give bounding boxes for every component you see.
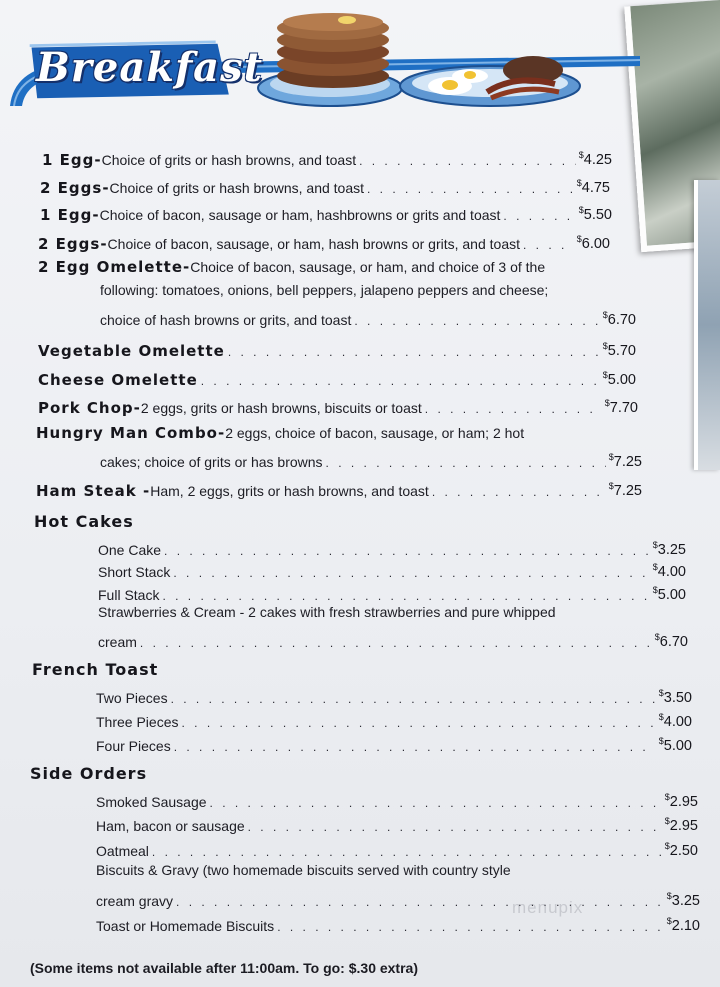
item-price: $4.75 — [576, 178, 610, 196]
leader-dots — [152, 844, 662, 860]
item-desc-line: Strawberries & Cream - 2 cakes with fresh strawberries and pure whipped — [98, 604, 556, 620]
menu-item: 2 Eggs - Choice of bacon, sausage, or ham, hash browns or grits, and toast . . . $6.00 — [38, 230, 610, 253]
menu-item — [96, 912, 700, 935]
item-price: $2.10 — [666, 916, 700, 934]
menu-item-price-row — [98, 628, 688, 651]
item-price: $5.70 — [602, 341, 636, 359]
item-price: $2.95 — [664, 816, 698, 834]
menu-item: Pork Chop - 2 eggs, grits or hash browns, biscuits or toast . . . $7.70 — [38, 394, 638, 417]
item-desc: Choice of grits or hash browns, and toast — [109, 180, 365, 196]
leader-dots — [367, 181, 574, 197]
item-desc: Choice of bacon, sausage or ham, hashbrowns or grits and toast — [99, 207, 501, 223]
menu-item-price-row — [100, 448, 642, 471]
section-french-toast: French Toast — [32, 660, 159, 679]
item-price: $5.00 — [652, 585, 686, 603]
item-price: $4.25 — [578, 150, 612, 168]
item-name: Two Pieces — [96, 690, 168, 706]
menu-item — [98, 536, 686, 559]
leader-dots — [228, 344, 600, 360]
item-price: $7.25 — [608, 481, 642, 499]
item-name: 2 Egg Omelette — [38, 258, 183, 276]
leader-dots — [174, 739, 656, 755]
menu-item: 1 Egg - Choice of grits or hash browns, and toast . . . $4.25 — [42, 146, 612, 169]
leader-dots — [173, 565, 649, 581]
item-name: One Cake — [98, 542, 162, 558]
item-price: $3.25 — [652, 540, 686, 558]
item-name: Cheese Omelette — [38, 371, 198, 389]
item-price: $6.70 — [654, 632, 688, 650]
menu-item: 2 Eggs - Choice of grits or hash browns, and toast . . . $4.75 — [40, 174, 610, 197]
leader-dots — [326, 455, 606, 471]
item-price: $2.95 — [664, 792, 698, 810]
menu-item — [38, 337, 636, 360]
menu-item-combo: Hungry Man Combo-2 eggs, choice of bacon, sausage, or ham; 2 hot — [36, 424, 525, 442]
leader-dots — [210, 795, 662, 811]
watermark: menupix — [512, 898, 584, 917]
menu-item: 1 Egg - Choice of bacon, sausage or ham, hashbrowns or grits and toast . . . $5.50 — [40, 201, 612, 224]
leader-dots — [354, 313, 599, 329]
item-name: 2 Eggs — [38, 235, 101, 253]
item-price: $5.50 — [578, 205, 612, 223]
leader-dots — [277, 919, 664, 935]
item-name: Three Pieces — [96, 714, 179, 730]
leader-dots — [425, 401, 602, 417]
item-name: Pork Chop — [38, 399, 134, 417]
leader-dots — [359, 153, 576, 169]
menu-item — [98, 558, 686, 581]
section-hot-cakes: Hot Cakes — [34, 512, 134, 531]
item-price: $6.00 — [576, 234, 610, 252]
menu-item-price-row — [100, 306, 636, 329]
item-name: Vegetable Omelette — [38, 342, 225, 360]
item-price: $5.00 — [658, 736, 692, 754]
item-price: $5.00 — [602, 370, 636, 388]
leader-dots — [171, 691, 656, 707]
menu-item — [96, 812, 698, 835]
item-name: Smoked Sausage — [96, 794, 207, 810]
leader-dots — [176, 894, 664, 910]
item-name: 2 Eggs — [40, 179, 103, 197]
item-desc: choice of hash browns or grits, and toast — [100, 312, 352, 328]
item-price: $4.00 — [658, 712, 692, 730]
leader-dots — [140, 635, 652, 651]
menu-item — [96, 788, 698, 811]
menu-item — [98, 581, 686, 604]
item-price: $3.50 — [658, 688, 692, 706]
item-name: Full Stack — [98, 587, 160, 603]
leader-dots — [523, 237, 574, 253]
leader-dots — [201, 373, 600, 389]
leader-dots — [503, 208, 575, 224]
leader-dots — [162, 588, 649, 604]
pancake-plate-illustration — [255, 4, 585, 114]
item-desc: cakes; choice of grits or has browns — [100, 454, 323, 470]
menu-item — [38, 366, 636, 389]
item-price: $7.70 — [604, 398, 638, 416]
item-name: Short Stack — [98, 564, 171, 580]
item-desc: Choice of bacon, sausage, or ham, and choice of 3 of the — [190, 259, 546, 275]
menu-item-price-row — [96, 887, 700, 910]
item-name: 1 Egg — [42, 151, 95, 169]
item-name: cream — [98, 634, 137, 650]
item-name: Ham, bacon or sausage — [96, 818, 245, 834]
item-price: $4.00 — [652, 562, 686, 580]
item-name: Four Pieces — [96, 738, 171, 754]
menu-item-omelette: 2 Egg Omelette-Choice of bacon, sausage, or ham, and choice of 3 of the — [38, 258, 546, 276]
menu-item — [96, 837, 698, 860]
menu-item — [96, 684, 692, 707]
item-price: $3.25 — [666, 891, 700, 909]
item-name: 1 Egg — [40, 206, 93, 224]
side-photo — [694, 180, 720, 470]
item-name: Hungry Man Combo — [36, 424, 218, 442]
item-desc: 2 eggs, grits or hash browns, biscuits or toast — [140, 400, 422, 416]
menu-item: Ham Steak - Ham, 2 eggs, grits or hash browns, and toast . . . $7.25 — [36, 477, 642, 500]
section-side-orders: Side Orders — [30, 764, 148, 783]
leader-dots — [181, 715, 655, 731]
item-desc-line: following: tomatoes, onions, bell peppers, jalapeno peppers and cheese; — [100, 282, 549, 298]
item-desc: Choice of grits or hash browns, and toast — [101, 152, 357, 168]
item-desc: Choice of bacon, sausage, or ham, hash browns or grits, and toast — [107, 236, 520, 252]
item-desc: 2 eggs, choice of bacon, sausage, or ham; 2 hot — [225, 425, 525, 441]
leader-dots — [432, 484, 606, 500]
leader-dots — [248, 819, 662, 835]
page-title: Breakfast — [36, 44, 264, 91]
leader-dots — [164, 543, 650, 559]
item-price: $7.25 — [608, 452, 642, 470]
footer-note: (Some items not available after 11:00am. To go: $.30 extra) — [30, 960, 418, 976]
item-name: Oatmeal — [96, 843, 149, 859]
menu-item — [96, 732, 692, 755]
item-name: cream gravy — [96, 893, 174, 909]
item-name: Ham Steak — [36, 482, 137, 500]
item-price: $2.50 — [664, 841, 698, 859]
item-desc: Ham, 2 eggs, grits or hash browns, and toast — [150, 483, 429, 499]
item-price: $6.70 — [602, 310, 636, 328]
item-name: Toast or Homemade Biscuits — [96, 918, 275, 934]
menu-item — [96, 708, 692, 731]
item-desc-line: Biscuits & Gravy (two homemade biscuits served with country style — [96, 862, 511, 878]
